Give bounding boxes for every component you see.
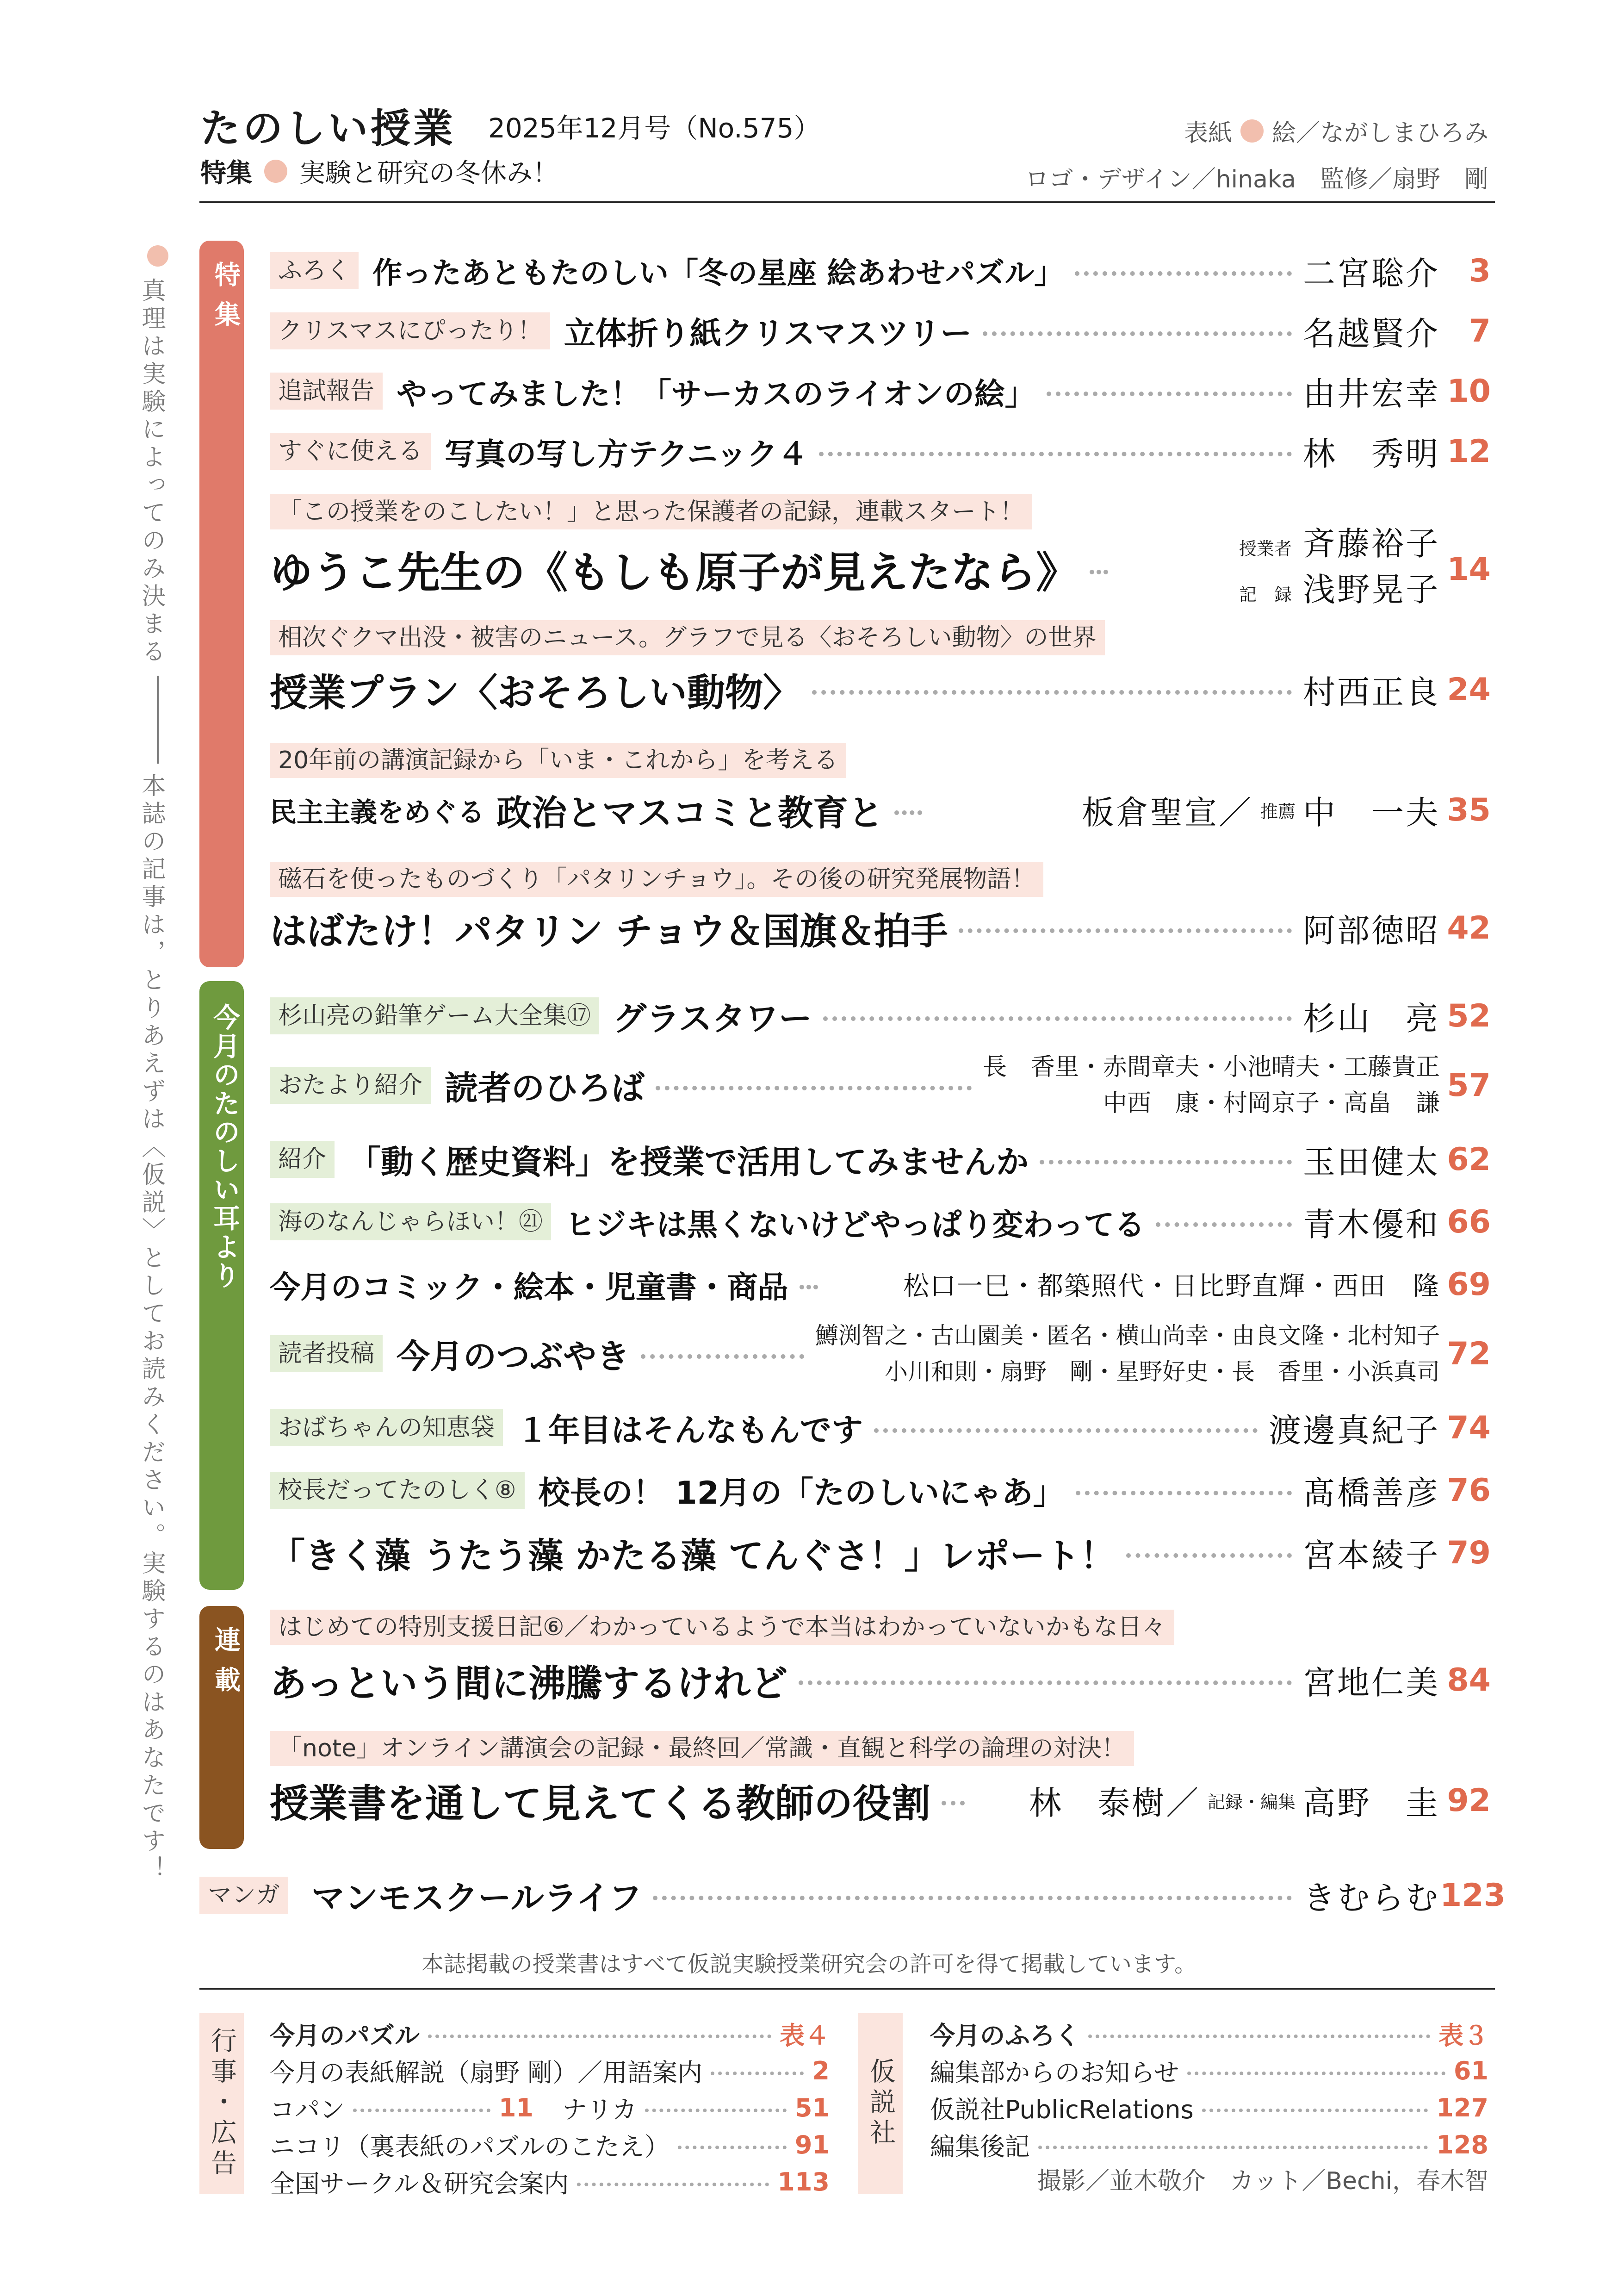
toc-entry[interactable] [270,778,1491,842]
entry-author: 村西正良 [1303,673,1440,711]
entry-page: 69 [1447,1266,1491,1303]
entry-title: 今月のコミック・絵本・児童書・商品 [270,1269,788,1305]
toc-entry[interactable] [270,1402,1491,1453]
toc-entry[interactable] [270,1196,1491,1247]
entry-author: 宮地仁美 [1303,1663,1440,1702]
dotted-leader [653,1896,1292,1900]
toc-entry[interactable] [270,1046,1491,1125]
footer-item[interactable]: ナリカ 51 [562,2093,830,2124]
entry-tag: 校長だってたのしく⑧ [270,1472,525,1509]
author-list: 長 香里・赤間章夫・小池晴夫・工藤貴正 [982,1053,1440,1081]
entry-title: マンモスクールライフ [311,1879,642,1917]
entry-title: ヒジキは黒くないけどやっぱり変わってる [565,1207,1145,1243]
entry-title: 読者のひろば [445,1069,645,1108]
entry-title: あっという間に沸騰するけれど [270,1661,788,1705]
section-bar-tokushu: 特集 [199,241,244,967]
entry-tag: クリスマスにぴったり！ [270,312,550,349]
entry-page: 76 [1447,1472,1491,1509]
author-role: 記 録 [1239,585,1292,605]
entry-author: 浅野晃子 [1303,571,1440,609]
entry-author: 林 秀明 [1303,435,1440,473]
toc-entry[interactable] [270,1465,1491,1516]
footer-item[interactable]: 全国サークル＆研究会案内 113 [270,2167,830,2198]
entry-tag: おばちゃんの知恵袋 [270,1409,503,1446]
entry-page: 72 [1447,1335,1491,1372]
entry-tag: 読者投稿 [270,1335,383,1372]
entry-page: 52 [1447,997,1491,1034]
section-bar-rensai: 連載 [199,1606,244,1849]
dotted-leader [799,1680,1292,1685]
entry-author: 板倉聖宣／ [1081,793,1253,832]
entry-page: 24 [1447,671,1491,708]
entry-title: 授業プラン〈おそろしい動物〉 [270,671,801,715]
toc-entry[interactable] [199,1867,1506,1923]
author-list: 鱒渕智之・古山園美・匿名・横山尚幸・由良文隆・北村知子 [815,1322,1440,1349]
entry-page: 123 [1440,1877,1506,1914]
cover-credit-label: 表紙 [1184,119,1232,147]
entry-title: １年目はそんなもんです [517,1412,863,1449]
entry-lead: 20年前の講演記録から「いま・これから」を考える [270,743,846,778]
author-role: 記録・編集 [1207,1792,1296,1812]
entry-tag: マンガ [199,1877,288,1914]
entry-page: 92 [1447,1782,1491,1819]
entry-title: 「動く歴史資料」を授業で活用してみませんか [348,1143,1029,1181]
toc-entry[interactable] [270,896,1491,960]
footer-item[interactable]: 今月のパズル 表４ [270,2021,830,2050]
footer-item[interactable]: 今月の表紙解説（扇野 剛）／用語案内 2 [270,2056,830,2087]
entry-page: 10 [1447,373,1491,410]
toc-entry[interactable] [270,1132,1491,1187]
entry-title: やってみました！「サーカスのライオンの絵」 [397,376,1035,412]
dotted-leader [1076,1491,1292,1495]
magazine-title: たのしい授業 [200,106,456,152]
toc-entry[interactable] [270,657,1491,722]
toc-entry[interactable] [270,1768,1491,1833]
dotted-leader [1156,1222,1292,1227]
entry-subtitle: 民主主義をめぐる [270,796,485,828]
dotted-leader [1075,271,1292,276]
footer-item[interactable]: ニコリ（裏表紙のパズルのこたえ） 91 [270,2130,830,2161]
entry-tag: 杉山亮の鉛筆ゲーム大全集⑰ [270,997,599,1034]
entry-author: 松口一巳・都築照代・日比野直輝・西田 隆 [903,1271,1440,1301]
dotted-leader [894,810,922,815]
author-list: 中西 康・村岡京子・高畠 謙 [1103,1089,1440,1117]
footer-item[interactable]: 今月のふろく 表３ [930,2021,1488,2050]
dotted-leader [656,1086,972,1090]
entry-page: 84 [1447,1661,1491,1699]
entry-page: 7 [1469,312,1491,349]
entry-author: 林 泰樹／ [1029,1784,1200,1822]
entry-title: 「きく藻 うたう藻 かたる藻 てんぐさ！」レポート！ [270,1535,1116,1576]
bullet-dot-icon [264,160,287,183]
author-role: 推薦 [1260,801,1296,822]
entry-title: 政治とマスコミと教育と [496,792,884,834]
dotted-leader [1047,392,1292,396]
toc-entry[interactable] [270,310,1491,352]
author-block [815,1318,1440,1390]
entry-page: 62 [1447,1141,1491,1178]
dotted-leader [959,928,1292,933]
entry-title: 今月のつぶやき [397,1337,630,1376]
author-block [1239,523,1440,615]
entry-page: 74 [1447,1409,1491,1446]
dotted-leader [1126,1553,1292,1558]
entry-page: 14 [1447,551,1491,588]
cover-credit-value: 絵／ながしまひろみ [1271,119,1488,147]
section-bar-mimiyori: 今月のたのしい耳より [199,981,244,1590]
footer-item[interactable]: 編集後記 128 [930,2130,1488,2161]
entry-author: 高野 圭 [1303,1784,1440,1822]
cover-credit [1184,113,1488,148]
issue-number: 2025年12月号（No.575） [488,112,821,144]
entry-title: 作ったあともたのしい「冬の星座 絵あわせパズル」 [372,256,1064,291]
entry-page: 3 [1469,252,1491,289]
entry-author: 青木優和 [1303,1205,1440,1244]
entry-title: ゆうこ先生の《もしも原子が見えたなら》 [270,548,1079,597]
dotted-leader [1090,570,1108,574]
entry-lead: 「この授業をのこしたい！」と思った保護者の記録，連載スタート！ [270,494,1032,529]
toc-entry[interactable] [270,370,1491,412]
dotted-leader [823,1016,1292,1021]
header-rule [199,201,1495,203]
entry-lead: はじめての特別支援日記⑥／わかっているようで本当はわかっていないかもな日々 [270,1610,1174,1645]
entry-author: 斉藤裕子 [1303,525,1440,563]
toc-entry[interactable] [270,1259,1491,1310]
footer-item[interactable]: 編集部からのお知らせ 61 [930,2056,1488,2087]
bullet-dot-icon [1240,119,1264,143]
dotted-leader [983,331,1292,336]
entry-page: 66 [1447,1203,1491,1240]
dotted-leader [812,690,1292,695]
entry-page: 57 [1447,1067,1491,1104]
footer-label-right: 仮説社 [858,2013,903,2194]
dotted-leader [641,1354,804,1359]
dotted-leader [942,1801,965,1805]
entry-lead: 相次ぐクマ出没・被害のニュース。グラフで見る〈おそろしい動物〉の世界 [270,620,1105,655]
entry-lead: 磁石を使ったものづくり「パタリンチョウ」。その後の研究発展物語！ [270,862,1043,897]
toc-entry[interactable] [270,430,1491,472]
entry-author: 渡邊真紀子 [1269,1411,1440,1450]
entry-tag: すぐに使える [270,433,431,470]
tagline-part1: 真理は実験によってのみ決まる [137,278,165,666]
feature-line [200,153,558,190]
entry-tag: ふろく [270,252,359,289]
entry-author: 由井宏幸 [1303,374,1440,413]
entry-tag: おたより紹介 [270,1067,431,1104]
entry-title: はばたけ！パタリン チョウ＆国旗＆拍手 [270,909,948,953]
entry-tag: 追試報告 [270,373,383,410]
bullet-dot-icon [147,245,168,267]
entry-lead: 「note」オンライン講演会の記録・最終回／常識・直観と科学の論理の対決！ [270,1731,1134,1766]
footer-rule [199,1988,1495,1990]
entry-author: 二宮聡介 [1303,254,1440,292]
entry-page: 12 [1447,433,1491,470]
footer-label-left: 行事・広告 [199,2013,244,2194]
entry-tag: 海のなんじゃらほい！㉑ [270,1203,551,1240]
entry-author: 宮本綾子 [1303,1536,1440,1574]
photo-credit: 撮影／並木敬介 カット／Bechi，春木智 [1037,2167,1488,2195]
toc-entry[interactable] [270,250,1491,292]
entry-author: きむらむ [1303,1879,1440,1917]
dotted-leader [874,1428,1258,1433]
footer-item[interactable]: 仮説社PublicRelations 127 [930,2093,1488,2124]
entry-author: 玉田健太 [1303,1143,1440,1181]
logo-credit: ロゴ・デザイン／hinaka 監修／扇野 剛 [1025,166,1488,193]
entry-author: 杉山 亮 [1303,999,1440,1038]
entry-page: 42 [1447,909,1491,946]
entry-page: 35 [1447,791,1491,828]
dotted-leader [1040,1160,1292,1164]
permission-note: 本誌掲載の授業書はすべて仮説実験授業研究会の許可を得て掲載しています。 [421,1951,1197,1977]
footer-item[interactable]: コパン 11 [270,2093,533,2124]
feature-title: 実験と研究の冬休み！ [299,158,558,188]
toc-entry[interactable] [270,1314,1491,1393]
entry-title: グラスタワー [613,999,812,1038]
dotted-leader [800,1285,818,1289]
author-list: 小川和則・扇野 剛・星野好史・長 香里・小浜真司 [885,1358,1440,1385]
tagline-part2: 本誌の記事は，とりあえずは〈仮説〉としてお読みください。実験するのはあなたです！ [137,773,165,1884]
entry-page: 79 [1447,1534,1491,1571]
entry-tag: 紹介 [270,1141,335,1178]
toc-entry[interactable] [270,1648,1491,1712]
author-role: 授業者 [1239,539,1292,559]
entry-author: 中 一夫 [1303,793,1440,832]
toc-entry[interactable] [270,990,1491,1041]
entry-title: 立体折り紙クリスマスツリー [564,315,972,352]
entry-author: 阿部徳昭 [1303,911,1440,950]
entry-title: 写真の写し方テクニック４ [445,436,808,472]
entry-author: 名越賢介 [1303,314,1440,353]
vertical-tagline [134,245,169,2189]
dash-divider [157,676,159,764]
toc-entry[interactable] [270,525,1491,611]
entry-author: 髙橋善彦 [1303,1474,1440,1512]
entry-title: 授業書を通して見えてくる教師の役割 [270,1780,931,1826]
toc-entry[interactable] [270,1523,1491,1583]
dotted-leader [819,452,1292,456]
feature-label: 特集 [200,158,252,188]
entry-title: 校長の！ 12月の「たのしいにゃあ」 [538,1475,1065,1512]
author-block [983,1049,1440,1121]
